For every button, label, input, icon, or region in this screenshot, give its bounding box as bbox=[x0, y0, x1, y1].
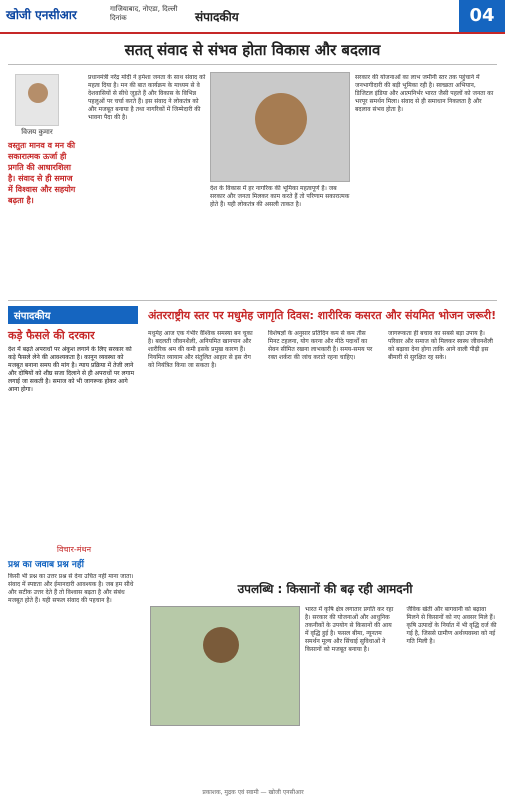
center-story-body bbox=[148, 330, 498, 580]
author-box-label: विचार-मंथन bbox=[56, 545, 92, 554]
main-story-col2-text: सरकार की योजनाओं का लाभ जमीनी स्तर तक पहुंचाने में जनभागीदारी की बड़ी भूमिका रही है। स्वच्छता अभियान, डिजिटल इंडिया और आत्मनिर्भर भारत जैसी पहलों को जनता का भरपूर समर्थन मिला। संवाद से ही समाधान निकलता है और बदलाव संभव होता है। bbox=[355, 74, 494, 113]
header-meta-line2: दिनांक bbox=[110, 14, 127, 22]
bottom-story-body bbox=[305, 606, 498, 796]
bottom-col1: भारत में कृषि क्षेत्र लगातार प्रगति कर रहा है। सरकार की योजनाओं और आधुनिक तकनीकों के उपयोग से किसानों की आय में वृद्धि हुई है। फसल बीमा, न्यूनतम समर्थन मूल्य और सिंचाई सुविधाओं ने किसानों को मजबूत बनाया है। bbox=[305, 606, 394, 653]
center-col3: जागरूकता ही बचाव का सबसे बड़ा उपाय है। परिवार और समाज को मिलकर स्वस्थ जीवनशैली को बढ़ावा देना होगा ताकि आने वाली पीढ़ी इस बीमारी से सुरक्षित रह सके। bbox=[388, 330, 493, 361]
author-avatar bbox=[15, 74, 59, 126]
bottom-headline: उपलब्धि : किसानों की बढ़ रही आमदनी bbox=[237, 582, 413, 596]
center-col2: विशेषज्ञों के अनुसार प्रतिदिन कम से कम तीस मिनट टहलना, योग करना और मीठे पदार्थों का सेवन सीमित रखना लाभकारी है। समय-समय पर रक्त शर्करा की जांच कराते रहना चाहिए। bbox=[268, 330, 373, 361]
newspaper-logo: खोजी एनसीआर bbox=[6, 8, 77, 22]
opinion-body bbox=[8, 346, 140, 534]
center-headline: अंतरराष्ट्रीय स्तर पर मधुमेह जागृति दिवस: शारीरिक कसरत और संयमित भोजन जरूरी! bbox=[148, 309, 497, 322]
section-rule bbox=[8, 300, 497, 301]
center-col1: मधुमेह आज एक गंभीर वैश्विक समस्या बन चुका है। बदलती जीवनशैली, अनियमित खानपान और शारीरिक श्रम की कमी इसके प्रमुख कारण हैं। नियमित व्यायाम और संतुलित आहार से इस रोग को नियंत्रित किया जा सकता है। bbox=[148, 330, 253, 369]
main-story-col1-text: प्रधानमंत्री नरेंद्र मोदी ने हमेशा जनता के साथ संवाद को महत्व दिया है। मन की बात कार्यक्रम के माध्यम से वे देशवासियों से सीधे जुड़ते हैं और विकास के विभिन्न पहलुओं पर चर्चा करते हैं। इस संवाद ने लोकतंत्र को और मजबूत बनाया है तथा नागरिकों में जिम्मेदारी की भावना पैदा की है। bbox=[88, 74, 206, 121]
main-story-col3-text: देश के विकास में हर नागरिक की भूमिका महत्वपूर्ण है। जब सरकार और जनता मिलकर काम करते हैं तो परिणाम सकारात्मक होते हैं। यही लोकतंत्र की असली ताकत है। bbox=[210, 185, 350, 208]
page-footer: प्रकाशक, मुद्रक एवं स्वामी — खोजी एनसीआर bbox=[202, 789, 304, 796]
page-number: 04 bbox=[459, 0, 505, 32]
opinion-label: संपादकीय bbox=[8, 306, 138, 324]
main-story-col3 bbox=[210, 185, 350, 295]
header-meta bbox=[110, 5, 177, 23]
opinion-headline: कड़े फैसले की दरकार bbox=[8, 329, 95, 342]
pull-quote: वस्तुतः मानव व मन की सकारात्मक ऊर्जा ही प्रगति की आधारशिला है। संवाद से ही समाज में विश्वास और सहयोग बढ़ता है। bbox=[8, 141, 76, 205]
main-story-photo bbox=[210, 72, 350, 182]
page-header bbox=[0, 0, 505, 34]
main-story-col2 bbox=[355, 74, 495, 284]
author-box bbox=[8, 544, 140, 783]
author-name: विजय कुमार bbox=[21, 128, 53, 136]
section-title: संपादकीय bbox=[195, 10, 239, 24]
opinion-text: देश में बढ़ते अपराधों पर अंकुश लगाने के लिए सरकार को कड़े फैसले लेने की आवश्यकता है। कानून व्यवस्था को मजबूत बनाना समय की मांग है। न्याय प्रक्रिया में तेजी लाने और दोषियों को शीघ्र सजा दिलाने से ही अपराधों पर लगाम लगाई जा सकती है। समाज को भी जागरूक होकर आगे आना होगा। bbox=[8, 346, 135, 393]
author-box-text: किसी भी प्रश्न का उत्तर प्रश्न से देना उचित नहीं माना जाता। संवाद में स्पष्टता और ईमानदारी आवश्यक है। जब हम सीधे और सटीक उत्तर देते हैं तो विश्वास बढ़ता है और संबंध मजबूत होते हैं। यही सफल संवाद की पहचान है। bbox=[8, 573, 134, 604]
main-headline: सतत् संवाद से संभव होता विकास और बदलाव bbox=[124, 41, 381, 59]
main-story-col1 bbox=[88, 74, 208, 284]
bottom-photo bbox=[150, 606, 300, 726]
bottom-col2: जैविक खेती और बागवानी को बढ़ावा मिलने से किसानों को नए अवसर मिले हैं। कृषि उत्पादों के निर्यात में भी वृद्धि दर्ज की गई है, जिससे ग्रामीण अर्थव्यवस्था को नई गति मिली है। bbox=[406, 606, 497, 645]
author-box-headline: प्रश्न का जवाब प्रश्न नहीं bbox=[8, 560, 85, 570]
headline-rule bbox=[8, 64, 497, 65]
header-meta-line1: गाजियाबाद, नोएडा, दिल्ली bbox=[110, 5, 178, 13]
